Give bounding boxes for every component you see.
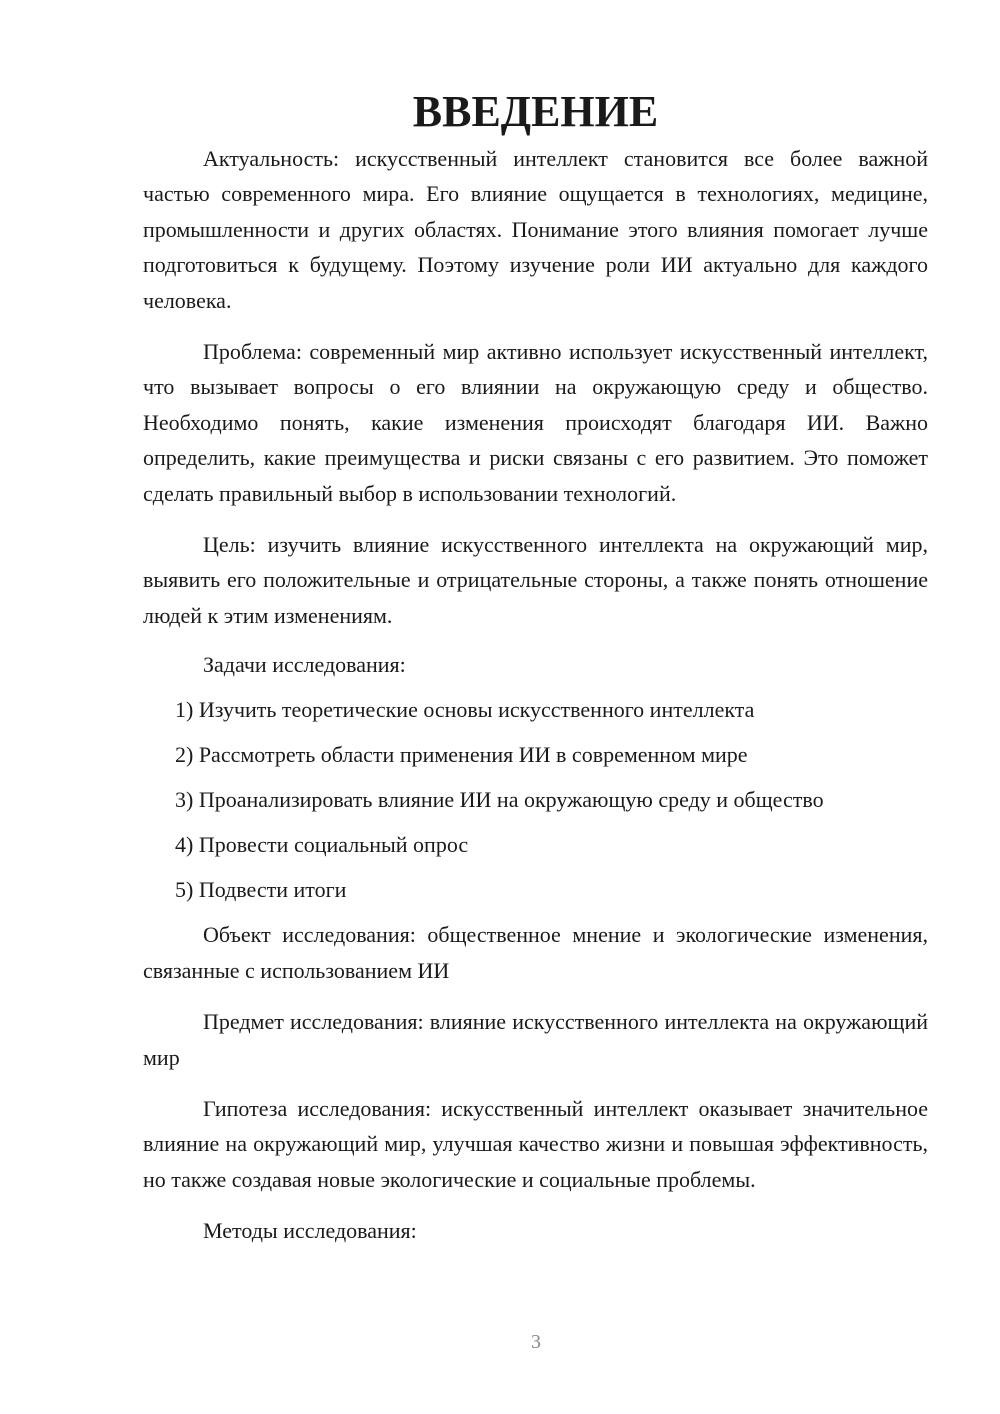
relevance-paragraph: Актуальность: искусственный интеллект становится все более важной частью современного мира. Его влияние ощущается в технологиях, медицине, промышленности и других областях. Понимание этого влияния помогает лучше подготовиться к будущему. Поэтому изучение роли ИИ актуально для каждого человека. bbox=[143, 146, 928, 313]
task-item-3: 3) Проанализировать влияние ИИ на окружающую среду и общество bbox=[175, 787, 824, 813]
subject-paragraph: Предмет исследования: влияние искусственного интеллекта на окружающий мир bbox=[143, 1009, 928, 1070]
page-content bbox=[143, 87, 928, 1249]
tasks-heading: Задачи исследования: bbox=[203, 652, 406, 678]
hypothesis-paragraph: Гипотеза исследования: искусственный интеллект оказывает значительное влияние на окружающий мир, улучшая качество жизни и повышая эффективность, но также создавая новые экологические и социальные проблемы. bbox=[143, 1095, 928, 1192]
object-paragraph: Объект исследования: общественное мнение и экологические изменения, связанные с использованием ИИ bbox=[143, 922, 928, 983]
task-item-1: 1) Изучить теоретические основы искусственного интеллекта bbox=[175, 697, 755, 723]
task-item-5: 5) Подвести итоги bbox=[175, 877, 347, 903]
task-item-4: 4) Провести социальный опрос bbox=[175, 832, 469, 858]
section-title: ВВЕДЕНИЕ bbox=[412, 87, 659, 136]
problem-paragraph: Проблема: современный мир активно использует искусственный интеллект, что вызывает вопросы о его влиянии на окружающую среду и общество. Необходимо понять, какие изменения происходят благодаря ИИ. Важно определить, какие преимущества и риски связаны с его развитием. Это поможет сделать правильный выбор в использовании технологий. bbox=[143, 339, 928, 506]
goal-paragraph: Цель: изучить влияние искусственного интеллекта на окружающий мир, выявить его положительные и отрицательные стороны, а также понять отношение людей к этим изменениям. bbox=[143, 532, 928, 628]
task-item-2: 2) Рассмотреть области применения ИИ в современном мире bbox=[175, 742, 748, 768]
methods-heading: Методы исследования: bbox=[203, 1218, 417, 1244]
page-number: 3 bbox=[531, 1331, 541, 1353]
